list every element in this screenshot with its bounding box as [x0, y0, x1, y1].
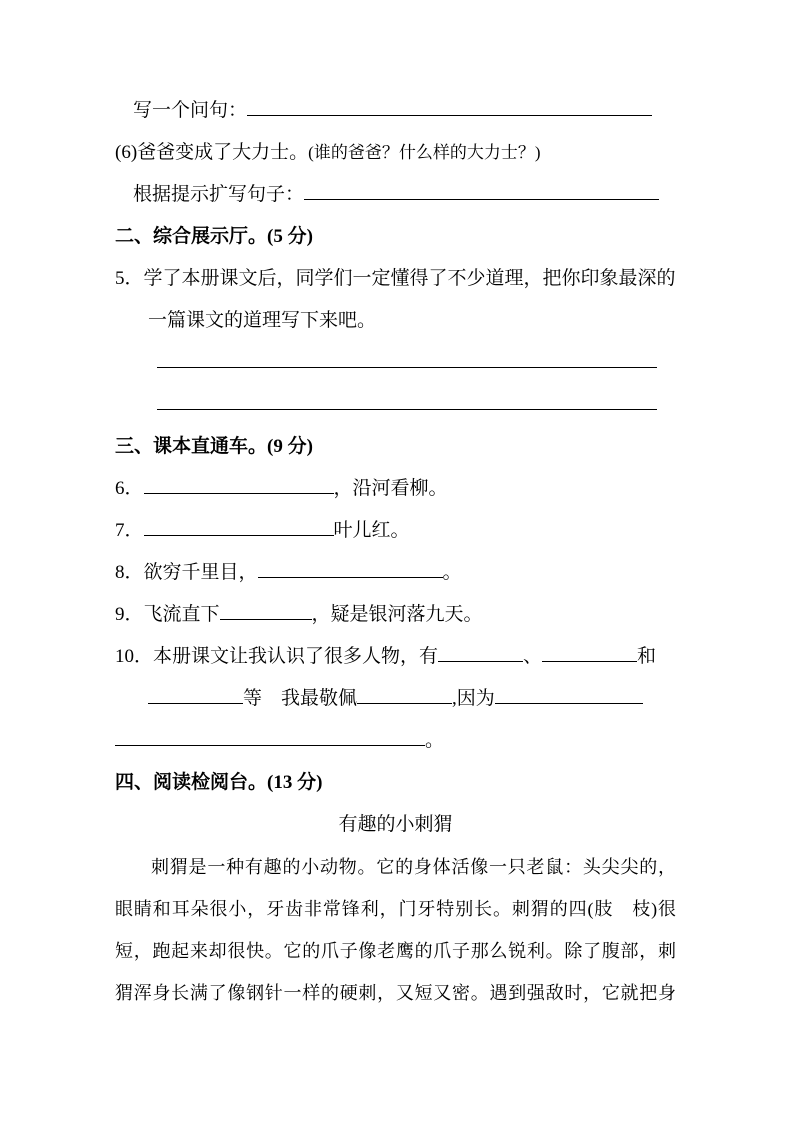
text-segment: 6．	[115, 478, 144, 499]
fill-in-blank	[542, 643, 637, 662]
reading-passage-title	[115, 804, 676, 846]
text-segment: 叶儿红。	[333, 520, 410, 541]
fill-in-blank	[157, 391, 657, 410]
answer-blank-line-2	[115, 384, 676, 426]
text-segment: 和	[637, 646, 657, 667]
fill-in-blank	[258, 559, 443, 578]
write-question-line	[115, 90, 676, 132]
text-segment: 短，跑起来却很快。它的爪子像老鹰的爪子那么锐利。除了腹部，刺	[115, 941, 676, 961]
text-segment: 四、阅读检阅台。(13 分)	[115, 772, 323, 793]
expand-sentence-line	[115, 174, 676, 216]
text-segment: (6)爸爸变成了大力士。	[115, 142, 309, 163]
question-8	[115, 552, 676, 594]
fill-in-blank	[438, 643, 523, 662]
section-2-heading	[115, 216, 676, 258]
fill-in-blank	[144, 475, 334, 494]
text-segment: 写一个问句：	[133, 100, 248, 121]
question-7	[115, 510, 676, 552]
text-segment: 10．本册课文让我认识了很多人物，有	[115, 646, 439, 667]
question-10-line-3	[115, 720, 676, 762]
text-segment: 猬浑身长满了像钢针一样的硬刺，又短又密。遇到强敌时，它就把身	[115, 983, 676, 1003]
answer-blank-line-1	[115, 342, 676, 384]
sentence-example-6	[115, 132, 676, 174]
question-9	[115, 594, 676, 636]
fill-in-blank	[357, 685, 452, 704]
question-6	[115, 468, 676, 510]
text-segment: 5．学了本册课文后，同学们一定懂得了不少道理，把你印象最深的	[115, 268, 676, 289]
question-10-line-1	[115, 636, 676, 678]
text-segment: 等 我最敬佩	[243, 688, 358, 709]
text-segment: 7．	[115, 520, 144, 541]
text-segment: 、	[523, 646, 543, 667]
text-segment: (谁的爸爸？什么样的大力士？)	[308, 143, 541, 162]
question-5-line-1	[115, 258, 676, 300]
text-segment: 。	[425, 730, 445, 751]
fill-in-blank	[247, 97, 652, 116]
passage-line-2	[115, 888, 676, 930]
text-segment: 二、综合展示厅。(5 分)	[115, 226, 313, 247]
fill-in-blank	[157, 349, 657, 368]
passage-line-1	[115, 846, 676, 888]
fill-in-blank	[115, 727, 425, 746]
text-segment: ,因为	[452, 688, 495, 709]
fill-in-blank	[144, 517, 334, 536]
section-3-heading	[115, 426, 676, 468]
text-segment: 眼睛和耳朵很小，牙齿非常锋利，门牙特别长。刺猬的四(肢 枝)很	[115, 899, 676, 919]
section-4-heading	[115, 762, 676, 804]
fill-in-blank	[148, 685, 243, 704]
text-segment: ，沿河看柳。	[333, 478, 448, 499]
text-segment: 9．飞流直下	[115, 604, 220, 625]
text-segment: ，疑是银河落九天。	[311, 604, 483, 625]
fill-in-blank	[304, 181, 659, 200]
text-segment: 。	[442, 562, 462, 583]
document-body	[115, 90, 676, 1014]
text-segment: 根据提示扩写句子：	[133, 184, 305, 205]
text-segment: 三、课本直通车。(9 分)	[115, 436, 313, 457]
question-10-line-2	[115, 678, 676, 720]
text-segment: 一篇课文的道理写下来吧。	[148, 310, 377, 331]
passage-line-3	[115, 930, 676, 972]
text-segment: 有趣的小刺猬	[338, 814, 453, 835]
fill-in-blank	[495, 685, 643, 704]
text-segment: 8．欲穷千里目，	[115, 562, 258, 583]
fill-in-blank	[220, 601, 312, 620]
question-5-line-2	[115, 300, 676, 342]
text-segment: 刺猬是一种有趣的小动物。它的身体活像一只老鼠：头尖尖的，	[151, 857, 676, 877]
passage-line-4	[115, 972, 676, 1014]
